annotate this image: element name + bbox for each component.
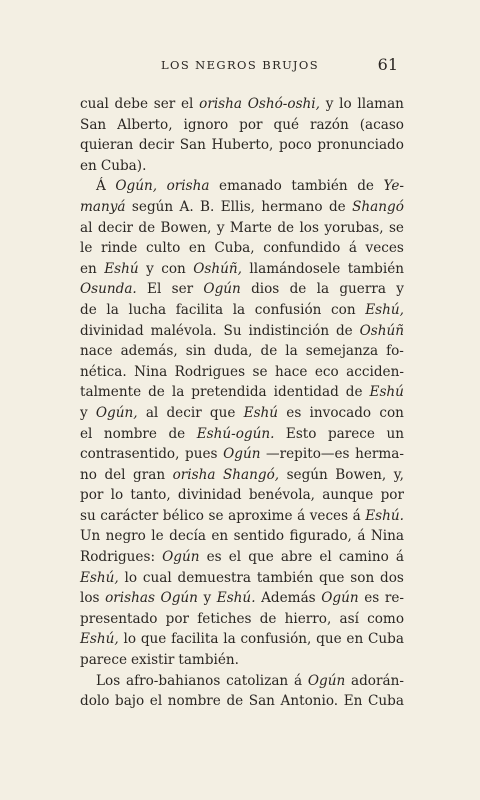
word: A. bbox=[179, 198, 194, 215]
word: dolo bbox=[80, 693, 110, 710]
word: quieran bbox=[80, 137, 134, 154]
word: con bbox=[331, 301, 356, 318]
word: su bbox=[80, 507, 96, 524]
word: pronunciado bbox=[317, 137, 404, 154]
word: Rodrigues bbox=[174, 363, 246, 380]
text-line bbox=[80, 259, 404, 280]
word: catolizan bbox=[226, 672, 289, 689]
word: En bbox=[343, 693, 363, 710]
word: Bowen, bbox=[160, 219, 212, 236]
word: talmente bbox=[80, 384, 142, 401]
word: Eshú, bbox=[80, 569, 119, 586]
word: también. bbox=[178, 652, 239, 669]
word: Ogún bbox=[307, 672, 346, 689]
word: Nina bbox=[370, 528, 404, 545]
text-line bbox=[80, 588, 404, 609]
word: ser bbox=[153, 96, 176, 112]
word: por bbox=[80, 487, 104, 504]
word: Eshú bbox=[243, 404, 279, 421]
word: que bbox=[248, 549, 274, 566]
word: Ellis, bbox=[220, 198, 255, 215]
word: veces bbox=[365, 240, 404, 257]
word: sentido bbox=[233, 528, 285, 545]
text-line bbox=[80, 629, 404, 650]
word: Ogún bbox=[203, 281, 241, 298]
word: Marte bbox=[229, 219, 272, 236]
word: de bbox=[138, 219, 156, 236]
word: se bbox=[208, 507, 224, 524]
word: tanto, bbox=[130, 487, 171, 504]
word: Eshú, bbox=[365, 301, 404, 318]
word: y bbox=[216, 219, 225, 236]
text-line bbox=[80, 94, 404, 115]
word: hermano bbox=[261, 198, 323, 215]
word: un bbox=[386, 425, 404, 442]
word: con bbox=[379, 404, 404, 421]
word: se bbox=[252, 363, 268, 380]
word: Ogún bbox=[162, 549, 200, 566]
text-line bbox=[80, 671, 404, 692]
word: la bbox=[106, 301, 119, 318]
word: re- bbox=[384, 590, 404, 607]
text-line bbox=[80, 156, 404, 177]
word: Oshó-oshi, bbox=[247, 96, 320, 112]
text-line bbox=[80, 609, 404, 630]
word: que bbox=[140, 631, 167, 648]
text-line bbox=[80, 382, 404, 403]
word: Ye- bbox=[383, 178, 404, 195]
text-line bbox=[80, 279, 404, 300]
text-line bbox=[80, 485, 404, 506]
word: que bbox=[318, 569, 345, 586]
word: en bbox=[188, 240, 206, 257]
word: benévola, bbox=[248, 487, 315, 504]
word: ignoro bbox=[183, 116, 229, 133]
word: la bbox=[232, 301, 246, 318]
word: duda, bbox=[213, 343, 253, 360]
word: la bbox=[285, 343, 298, 360]
word: en bbox=[80, 260, 97, 277]
word: fetiches bbox=[197, 610, 252, 627]
word: contrasentido, bbox=[80, 446, 180, 463]
word: en bbox=[211, 528, 229, 545]
word: demuestra bbox=[177, 569, 252, 586]
word: cual bbox=[142, 569, 172, 586]
word: así bbox=[339, 610, 359, 627]
word: le bbox=[80, 240, 93, 257]
word: abre bbox=[280, 549, 313, 566]
text-line bbox=[80, 300, 404, 321]
word: bajo bbox=[115, 693, 145, 710]
text-line bbox=[80, 135, 404, 156]
word: fo- bbox=[386, 343, 404, 360]
word: Eshú bbox=[104, 260, 139, 277]
word: rinde bbox=[101, 240, 138, 257]
word: Eshú. bbox=[365, 507, 404, 524]
word: razón bbox=[310, 116, 349, 133]
text-line bbox=[80, 547, 404, 568]
word: de bbox=[289, 281, 307, 298]
word: de bbox=[168, 425, 186, 442]
word: divinidad bbox=[177, 487, 242, 504]
word: también bbox=[291, 178, 348, 195]
word: de bbox=[260, 343, 278, 360]
word: poco bbox=[279, 137, 312, 154]
word: llaman bbox=[357, 96, 404, 112]
word: semejanza bbox=[305, 343, 379, 360]
text-line bbox=[80, 691, 404, 712]
word: parece bbox=[80, 652, 128, 669]
text-line bbox=[80, 362, 404, 383]
word: los bbox=[299, 219, 319, 236]
word: el bbox=[181, 96, 194, 112]
word: Su bbox=[223, 322, 242, 339]
word: Los bbox=[96, 672, 121, 689]
word: lucha bbox=[128, 301, 167, 318]
word: aunque bbox=[322, 487, 374, 504]
word: de bbox=[277, 219, 295, 236]
word: emanado bbox=[219, 178, 282, 195]
word: llamándosele bbox=[249, 260, 341, 277]
text-line bbox=[80, 650, 404, 671]
word: orisha bbox=[172, 466, 216, 483]
word: confusión, bbox=[240, 631, 312, 648]
word: nombre bbox=[167, 693, 221, 710]
text-line bbox=[80, 341, 404, 362]
word: confundido bbox=[263, 240, 341, 257]
word: y bbox=[325, 96, 334, 112]
word: guerra bbox=[339, 281, 386, 298]
word: además, bbox=[120, 343, 178, 360]
word: como bbox=[367, 610, 404, 627]
word: la bbox=[223, 631, 236, 648]
word: Un bbox=[80, 528, 101, 545]
word: también bbox=[347, 260, 404, 277]
word: al bbox=[145, 404, 159, 421]
text-line bbox=[80, 176, 404, 197]
word: no bbox=[80, 466, 97, 483]
word: B. bbox=[200, 198, 215, 215]
word: Cuba bbox=[368, 631, 404, 648]
word: debe bbox=[114, 96, 149, 112]
word: sin bbox=[185, 343, 206, 360]
word: hace bbox=[274, 363, 308, 380]
word: orisha bbox=[199, 96, 243, 112]
word: en bbox=[80, 157, 97, 174]
word: y bbox=[203, 590, 212, 607]
word: dios bbox=[251, 281, 280, 298]
word: figurado, bbox=[289, 528, 352, 545]
text-line bbox=[80, 506, 404, 527]
word: herma- bbox=[355, 446, 404, 463]
word: los bbox=[80, 590, 100, 607]
text-line bbox=[80, 218, 404, 239]
word: Huberto, bbox=[211, 137, 274, 154]
word: de bbox=[80, 301, 97, 318]
word: dos bbox=[380, 569, 404, 586]
word: es bbox=[286, 404, 302, 421]
word: indistinción bbox=[248, 322, 330, 339]
word: Alberto, bbox=[117, 116, 173, 133]
word: Ogún, bbox=[115, 178, 158, 195]
word: y bbox=[396, 281, 404, 298]
word: pretendida bbox=[191, 384, 267, 401]
word: identidad bbox=[273, 384, 339, 401]
word: según bbox=[286, 466, 328, 483]
word: El bbox=[147, 281, 162, 298]
word: Antonio. bbox=[280, 693, 339, 710]
word: por bbox=[380, 487, 404, 504]
word: lo bbox=[123, 631, 137, 648]
word: San bbox=[179, 137, 206, 154]
word: San bbox=[248, 693, 275, 710]
word: ser bbox=[171, 281, 194, 298]
word: de bbox=[357, 178, 374, 195]
word: divinidad bbox=[80, 322, 144, 339]
running-title: LOS NEGROS BRUJOS bbox=[160, 58, 320, 72]
text-line bbox=[80, 465, 404, 486]
word: (acaso bbox=[359, 116, 404, 133]
word: nace bbox=[80, 343, 113, 360]
word: á bbox=[395, 549, 404, 566]
word: son bbox=[350, 569, 375, 586]
word: la bbox=[316, 281, 330, 298]
word: el bbox=[80, 425, 93, 442]
word: de bbox=[345, 384, 363, 401]
word: aproxime bbox=[228, 507, 293, 524]
word: Eshú-ogún. bbox=[196, 425, 275, 442]
word: decir bbox=[166, 404, 202, 421]
word: en bbox=[346, 631, 364, 648]
word: se bbox=[388, 219, 404, 236]
word: carácter bbox=[100, 507, 159, 524]
word: Eshú. bbox=[216, 590, 256, 607]
word: Cuba bbox=[367, 693, 404, 710]
word: de bbox=[328, 198, 346, 215]
word: lo bbox=[110, 487, 124, 504]
word: hierro, bbox=[284, 610, 332, 627]
word: orisha bbox=[166, 178, 210, 195]
word: Ogún bbox=[223, 446, 261, 463]
word: el bbox=[149, 693, 163, 710]
word: Eshú bbox=[369, 384, 404, 401]
word: y, bbox=[393, 466, 404, 483]
word: camino bbox=[338, 549, 389, 566]
text-line bbox=[80, 444, 404, 465]
word: que bbox=[316, 631, 342, 648]
word: y bbox=[146, 260, 154, 277]
text-line bbox=[80, 321, 404, 342]
word: yorubas, bbox=[324, 219, 384, 236]
word: veces bbox=[309, 507, 349, 524]
word: con bbox=[161, 260, 186, 277]
text-line bbox=[80, 197, 404, 218]
word: nombre bbox=[103, 425, 157, 442]
word: Eshú, bbox=[80, 631, 119, 648]
word: por bbox=[239, 116, 263, 133]
page-number: 61 bbox=[377, 55, 398, 74]
running-head bbox=[0, 55, 480, 82]
word: Bowen, bbox=[335, 466, 387, 483]
word: lo bbox=[124, 569, 138, 586]
word: confusión bbox=[254, 301, 322, 318]
word: eco bbox=[314, 363, 339, 380]
word: también bbox=[256, 569, 314, 586]
word: á bbox=[293, 672, 303, 689]
word: á bbox=[297, 507, 306, 524]
word: y bbox=[80, 404, 88, 421]
word: decir bbox=[97, 219, 134, 236]
word: Esto bbox=[285, 425, 317, 442]
word: de bbox=[148, 384, 165, 401]
word: facilita bbox=[171, 631, 219, 648]
word: qué bbox=[273, 116, 300, 133]
word: manyá bbox=[80, 198, 126, 215]
word: San bbox=[80, 116, 107, 133]
word: Oshúñ bbox=[359, 322, 404, 339]
word: culto bbox=[145, 240, 181, 257]
word: cual bbox=[80, 96, 109, 112]
word: de bbox=[226, 693, 244, 710]
word: facilita bbox=[175, 301, 224, 318]
word: de bbox=[335, 322, 353, 339]
word: el bbox=[228, 549, 242, 566]
word: presentado bbox=[80, 610, 158, 627]
word: Ogún bbox=[160, 590, 198, 607]
word: á bbox=[352, 507, 361, 524]
word: del bbox=[104, 466, 126, 483]
word: Shangó, bbox=[222, 466, 280, 483]
word: adorán- bbox=[351, 672, 404, 689]
word: parece bbox=[327, 425, 375, 442]
text-line bbox=[80, 526, 404, 547]
word: Además bbox=[261, 590, 316, 607]
word: Ogún, bbox=[95, 404, 138, 421]
text-line bbox=[80, 238, 404, 259]
word: negro bbox=[105, 528, 146, 545]
word: al bbox=[80, 219, 93, 236]
word: Rodrigues: bbox=[80, 549, 156, 566]
word: existir bbox=[131, 652, 175, 669]
word: decía bbox=[169, 528, 206, 545]
text-line bbox=[80, 424, 404, 445]
word: pues bbox=[185, 446, 218, 463]
word: el bbox=[319, 549, 332, 566]
word: de bbox=[259, 610, 277, 627]
word: lo bbox=[339, 96, 352, 112]
word: le bbox=[151, 528, 164, 545]
word: por bbox=[165, 610, 190, 627]
word: Á bbox=[96, 178, 106, 195]
word: acciden- bbox=[346, 363, 404, 380]
word: Nina bbox=[134, 363, 168, 380]
word: nética. bbox=[80, 363, 127, 380]
body-text bbox=[80, 94, 404, 712]
word: decir bbox=[138, 137, 175, 154]
word: afro-bahianos bbox=[125, 672, 221, 689]
word: Oshúñ, bbox=[193, 260, 242, 277]
word: la bbox=[171, 384, 185, 401]
word: es bbox=[364, 590, 380, 607]
word: orishas bbox=[105, 590, 155, 607]
word: Osunda. bbox=[80, 281, 137, 298]
word: Cuba). bbox=[100, 157, 147, 174]
word: Shangó bbox=[352, 198, 404, 215]
word: —repito—es bbox=[266, 446, 350, 463]
word: malévola. bbox=[150, 322, 217, 339]
word: Cuba, bbox=[214, 240, 255, 257]
word: á bbox=[348, 240, 357, 257]
text-line bbox=[80, 568, 404, 589]
word: invocado bbox=[309, 404, 372, 421]
word: que bbox=[209, 404, 236, 421]
word: Ogún bbox=[321, 590, 359, 607]
word: bélico bbox=[162, 507, 204, 524]
word: gran bbox=[133, 466, 166, 483]
text-line bbox=[80, 403, 404, 424]
word: á bbox=[357, 528, 366, 545]
text-line bbox=[80, 115, 404, 136]
word: es bbox=[206, 549, 222, 566]
word: según bbox=[131, 198, 174, 215]
